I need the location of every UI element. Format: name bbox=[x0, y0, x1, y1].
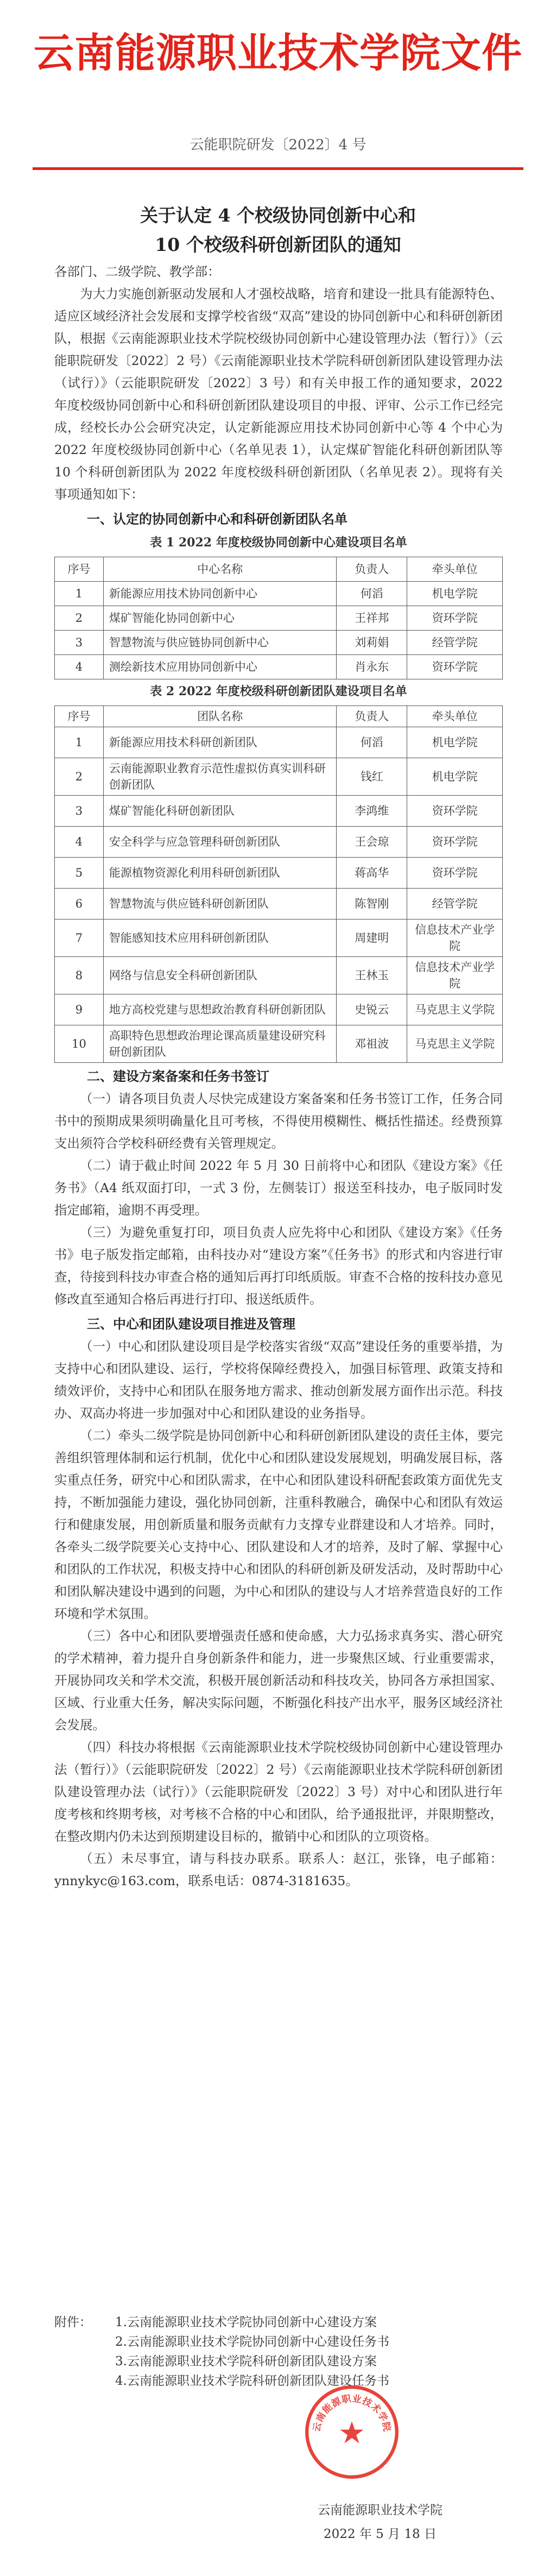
row-number: 7 bbox=[55, 919, 104, 957]
row-number: 2 bbox=[55, 606, 104, 631]
row-number: 2 bbox=[55, 758, 104, 796]
table-row bbox=[55, 889, 503, 919]
row-number: 8 bbox=[55, 957, 104, 994]
attachments-list bbox=[54, 2313, 503, 2391]
column-header: 牵头单位 bbox=[407, 557, 503, 582]
section-heading-1: 一、认定的协同创新中心和科研创新团队名单 bbox=[87, 512, 348, 527]
section-2-paragraph-3: （三）为避免重复打印，项目负责人应先将中心和团队《建设方案》《任务书》电子版发指定邮箱，由科技办对“建设方案”《任务书》的形式和内容进行审查，待接到科技办审查合格的通知后再打印纸质版。审查不合格的按科技办意见修改直至通知合格后再进行打印、报送纸质件。 bbox=[54, 1225, 503, 1307]
signature-block bbox=[255, 2498, 505, 2546]
row-number: 3 bbox=[55, 796, 104, 827]
lead-unit: 机电学院 bbox=[407, 582, 503, 606]
official-seal-stamp bbox=[303, 2383, 401, 2481]
leader-name: 刘莉娟 bbox=[337, 631, 407, 655]
leader-name: 史锐云 bbox=[337, 994, 407, 1025]
column-header: 序号 bbox=[55, 557, 104, 582]
center-name: 新能源应用技术协同创新中心 bbox=[103, 582, 336, 606]
section-3-paragraph-1: （一）中心和团队建设项目是学校落实省级“双高”建设任务的重要举措，为支持中心和团队建设、运行，学校将保障经费投入，加强目标管理、政策支持和绩效评价，支持中心和团队在服务地方需求、推动创新发展方面作出示范。科技办、双高办将进一步加强对中心和团队建设的业务指导。 bbox=[54, 1339, 503, 1421]
table-row bbox=[55, 606, 503, 631]
row-number: 4 bbox=[55, 827, 104, 858]
centers-table bbox=[54, 557, 503, 679]
table-row bbox=[55, 758, 503, 796]
lead-unit: 经管学院 bbox=[407, 631, 503, 655]
section-2-paragraph-1: （一）请各项目负责人尽快完成建设方案备案和任务书签订工作，任务合同书中的预期成果须明确量化且可考核，不得使用模糊性、概括性描述。经费预算支出须符合学校科研经费有关管理规定。 bbox=[54, 1091, 503, 1151]
table-1-caption: 表 1 2022 年度校级协同创新中心建设项目名单 bbox=[150, 536, 407, 550]
notice-title-line-1: 关于认定 4 个校级协同创新中心和 bbox=[140, 205, 416, 226]
leader-name: 陈智刚 bbox=[337, 889, 407, 919]
table-row bbox=[55, 858, 503, 889]
attachments-label: 附件： bbox=[54, 2315, 92, 2329]
team-name: 高职特色思想政治理论课高质量建设研究科研创新团队 bbox=[103, 1025, 336, 1063]
team-name: 网络与信息安全科研创新团队 bbox=[103, 957, 336, 994]
team-name: 新能源应用技术科研创新团队 bbox=[103, 727, 336, 758]
lead-unit: 资环学院 bbox=[407, 606, 503, 631]
attachment-title: 3.云南能源职业技术学院科研创新团队建设方案 bbox=[115, 2354, 377, 2369]
section-3-paragraph-4: （四）科技办将根据《云南能源职业技术学院校级协同创新中心建设管理办法（暂行）》（云能职院研发〔2022〕2 号）《云南能源职业技术学院科研创新团队建设管理办法（试行）》（云能职院研发〔2022〕3 号）对中心和团队进行年度考核和终期考核，对考核不合格的中心和团队，给予通报批评，并限期整改，在整改期内仍未达到预期建设目标的，撤销中心和团队的立项资格。 bbox=[54, 1740, 503, 1844]
row-number: 5 bbox=[55, 858, 104, 889]
leader-name: 周建明 bbox=[337, 919, 407, 957]
lead-unit: 资环学院 bbox=[407, 796, 503, 827]
column-header: 负责人 bbox=[337, 557, 407, 582]
center-name: 智慧物流与供应链协同创新中心 bbox=[103, 631, 336, 655]
table-row bbox=[55, 957, 503, 994]
attachment-title: 2.云南能源职业技术学院协同创新中心建设任务书 bbox=[115, 2335, 389, 2349]
table-row bbox=[55, 827, 503, 858]
table-row bbox=[55, 631, 503, 655]
document-number: 云能职院研发〔2022〕4 号 bbox=[189, 137, 367, 153]
lead-unit: 经管学院 bbox=[407, 889, 503, 919]
center-name: 煤矿智能化协同创新中心 bbox=[103, 606, 336, 631]
row-number: 1 bbox=[55, 727, 104, 758]
lead-unit: 机电学院 bbox=[407, 727, 503, 758]
table-row bbox=[55, 994, 503, 1025]
notice-title-line-2: 10 个校级科研创新团队的通知 bbox=[155, 234, 401, 255]
row-number: 1 bbox=[55, 582, 104, 606]
leader-name: 蒋高华 bbox=[337, 858, 407, 889]
table-row bbox=[55, 796, 503, 827]
lead-unit: 资环学院 bbox=[407, 827, 503, 858]
leader-name: 钱红 bbox=[337, 758, 407, 796]
section-3-paragraph-2: （二）牵头二级学院是协同创新中心和科研创新团队建设的责任主体，要完善组织管理体制和运行机制，优化中心和团队建设发展规划，明确发展目标，落实重点任务，研究中心和团队需求，在中心和团队建设科研配套政策方面优先支持，不断加强能力建设，强化协同创新，注重科教融合，确保中心和团队有效运行和健康发展，用创新质量和服务贡献有力支撑专业群建设和人才培养。同时，各牵头二级学院要关心支持中心、团队建设和人才的培养，及时了解、掌握中心和团队的工作状况，积极支持中心和团队的科研创新及研发活动，及时帮助中心和团队解决建设中遇到的问题，为中心和团队的建设与人才培养营造良好的工作环境和学术氛围。 bbox=[54, 1428, 503, 1621]
notice-body bbox=[54, 261, 503, 1892]
table-row bbox=[55, 655, 503, 679]
table-row bbox=[55, 919, 503, 957]
team-name: 云南能源职业教育示范性虚拟仿真实训科研创新团队 bbox=[103, 758, 336, 796]
team-name: 煤矿智能化科研创新团队 bbox=[103, 796, 336, 827]
section-3-paragraph-5: （五）未尽事宜，请与科技办联系。联系人：赵江，张锋，电子邮箱：ynnykyc@163.com，联系电话：0874-3181635。 bbox=[54, 1851, 503, 1888]
notice-title bbox=[33, 201, 523, 260]
leader-name: 王会琼 bbox=[337, 827, 407, 858]
table-row bbox=[55, 1025, 503, 1063]
lead-unit: 资环学院 bbox=[407, 655, 503, 679]
attachment-item bbox=[54, 2332, 503, 2352]
leader-name: 王林玉 bbox=[337, 957, 407, 994]
column-header: 中心名称 bbox=[103, 557, 336, 582]
row-number: 6 bbox=[55, 889, 104, 919]
leader-name: 肖永东 bbox=[337, 655, 407, 679]
center-name: 测绘新技术应用协同创新中心 bbox=[103, 655, 336, 679]
leader-name: 王祥邦 bbox=[337, 606, 407, 631]
leader-name: 邓祖波 bbox=[337, 1025, 407, 1063]
attachment-item bbox=[54, 2352, 503, 2371]
attachment-item bbox=[54, 2371, 503, 2391]
leader-name: 何滔 bbox=[337, 582, 407, 606]
team-name: 能源植物资源化利用科研创新团队 bbox=[103, 858, 336, 889]
section-heading-2: 二、建设方案备案和任务书签订 bbox=[87, 1069, 269, 1084]
column-header: 牵头单位 bbox=[407, 706, 503, 727]
row-number: 3 bbox=[55, 631, 104, 655]
lead-unit: 机电学院 bbox=[407, 758, 503, 796]
lead-unit: 信息技术产业学院 bbox=[407, 919, 503, 957]
lead-unit: 马克思主义学院 bbox=[407, 1025, 503, 1063]
header-divider bbox=[33, 167, 523, 170]
leader-name: 李鸿维 bbox=[337, 796, 407, 827]
column-header: 团队名称 bbox=[103, 706, 336, 727]
column-header: 序号 bbox=[55, 706, 104, 727]
lead-unit: 信息技术产业学院 bbox=[407, 957, 503, 994]
signature-organization: 云南能源职业技术学院 bbox=[318, 2503, 443, 2517]
row-number: 9 bbox=[55, 994, 104, 1025]
attachment-title: 4.云南能源职业技术学院科研创新团队建设任务书 bbox=[115, 2374, 389, 2388]
team-name: 智能感知技术应用科研创新团队 bbox=[103, 919, 336, 957]
attachment-item bbox=[54, 2313, 503, 2332]
row-number: 10 bbox=[55, 1025, 104, 1063]
table-header-row bbox=[55, 557, 503, 582]
table-row bbox=[55, 582, 503, 606]
intro-paragraph: 为大力实施创新驱动发展和人才强校战略，培育和建设一批具有能源特色、适应区域经济社会发展和支撑学校省级“双高”建设的协同创新中心和科研创新团队，根据《云南能源职业技术学院校级协同创新中心建设管理办法（暂行）》（云能职院研发〔2022〕2 号）《云南能源职业技术学院科研创新团队建设管理办法（试行）》（云能职院研发〔2022〕3 号）和有关申报工作的通知要求，2022 年度校级协同创新中心和科研创新团队建设项目的申报、评审、公示工作已经完成，经校长办公会研究决定，认定新能源应用技术协同创新中心等 4 个中心为 2022 年度校级协同创新中心（名单见表 1），认定煤矿智能化科研创新团队等 10 个科研创新团队为 2022 年度校级科研创新团队（名单见表 2）。现将有关事项通知如下： bbox=[54, 286, 503, 502]
seal-text: 云南能源职业技术学院 bbox=[311, 2393, 393, 2433]
section-2-paragraph-2: （二）请于截止时间 2022 年 5 月 30 日前将中心和团队《建设方案》《任务书》（A4 纸双面打印，一式 3 份，左侧装订）报送至科技办，电子版同时发指定邮箱，逾期不再受理。 bbox=[54, 1158, 503, 1218]
lead-unit: 资环学院 bbox=[407, 858, 503, 889]
salutation: 各部门、二级学院、教学部： bbox=[54, 264, 220, 279]
row-number: 4 bbox=[55, 655, 104, 679]
table-header-row bbox=[55, 706, 503, 727]
attachment-title: 1.云南能源职业技术学院协同创新中心建设方案 bbox=[115, 2315, 377, 2329]
document-header-title: 云南能源职业技术学院文件 bbox=[34, 30, 522, 77]
column-header: 负责人 bbox=[337, 706, 407, 727]
leader-name: 何滔 bbox=[337, 727, 407, 758]
team-name: 地方高校党建与思想政治教育科研创新团队 bbox=[103, 994, 336, 1025]
section-3-paragraph-3: （三）各中心和团队要增强责任感和使命感，大力弘扬求真务实、潜心研究的学术精神，着力提升自身创新条件和能力，进一步聚焦区域、行业重要需求，开展协同攻关和学术交流，积极开展创新活动和科技攻关，协同各方承担国家、区域、行业重大任务，解决实际问题，不断强化科技产出水平，服务区域经济社会发展。 bbox=[54, 1628, 503, 1733]
teams-table bbox=[54, 706, 503, 1063]
table-2-caption: 表 2 2022 年度校级科研创新团队建设项目名单 bbox=[150, 684, 407, 698]
team-name: 安全科学与应急管理科研创新团队 bbox=[103, 827, 336, 858]
signature-date: 2022 年 5 月 18 日 bbox=[324, 2527, 437, 2541]
section-heading-3: 三、中心和团队建设项目推进及管理 bbox=[87, 1317, 295, 1332]
team-name: 智慧物流与供应链科研创新团队 bbox=[103, 889, 336, 919]
lead-unit: 马克思主义学院 bbox=[407, 994, 503, 1025]
table-row bbox=[55, 727, 503, 758]
